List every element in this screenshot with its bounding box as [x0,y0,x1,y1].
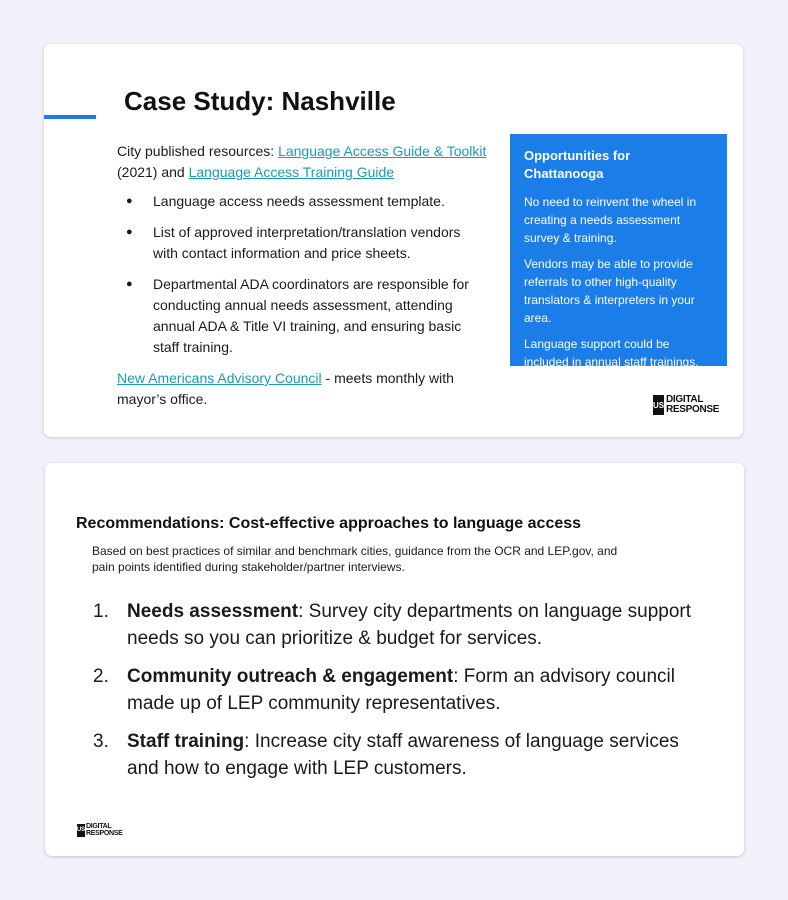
bullet-icon: ● [126,195,133,207]
recommendations-list [93,598,697,793]
bullet-text: List of approved interpretation/translation vendors with contact information and price sheets. [153,224,461,261]
new-americans-council-link[interactable]: New Americans Advisory Council [117,370,322,386]
logo-line1: DIGITAL [666,394,704,405]
resource-bullets [117,191,487,358]
item-text: : Form an advisory council made up of LEP community representatives. [127,666,675,714]
recommendations-title: Recommendations: Cost-effective approaches to language access [76,515,582,532]
logo-line2: RESPONSE [86,830,123,837]
case-study-body [117,141,487,410]
us-digital-response-logo [653,395,719,415]
recommendation-item [93,598,697,652]
logo-us-mark: US [653,395,664,415]
item-text: : Survey city departments on language support needs so you can prioritize & budget for services. [127,601,692,649]
bullet-item [117,222,487,264]
resources-paragraph [117,141,487,183]
bullet-text: Departmental ADA coordinators are responsible for conducting annual needs assessment, attending annual ADA & Title VI training, and ensuring basic staff training. [153,276,469,355]
bullet-text: Language access needs assessment template. [153,193,445,209]
us-digital-response-logo [77,823,123,837]
resources-middle: (2021) and [117,164,189,180]
item-number: 2. [93,666,109,687]
opportunity-item: Language support could be included in annual staff trainings. [524,337,699,369]
item-heading: Needs assessment [127,601,299,622]
opportunities-callout [510,134,727,369]
logo-us-mark: US [77,824,85,837]
item-heading: Staff training [127,731,245,752]
recommendation-item [93,728,697,782]
logo-line2: RESPONSE [666,404,720,415]
item-number: 1. [93,601,109,622]
logo-line1: DIGITAL [86,823,112,830]
bullet-icon: ● [126,226,133,238]
logo-wordmark [666,395,719,415]
opportunities-title: Opportunities for Chattanooga [524,148,631,181]
council-paragraph [117,368,487,410]
bullet-icon: ● [126,278,133,290]
recommendation-item [93,663,697,717]
language-access-training-guide-link[interactable]: Language Access Training Guide [188,164,395,180]
bullet-item [117,191,487,212]
slide-title: Case Study: Nashville [124,86,396,116]
bullet-item [117,274,487,358]
council-text: - meets monthly with mayor’s office. [117,370,454,407]
logo-wordmark [86,823,123,837]
recommendations-subtitle: Based on best practices of similar and benchmark cities, guidance from the OCR and LEP.gov, and pain points identified during stakeholder/partner interviews. [92,544,618,574]
language-access-guide-link[interactable]: Language Access Guide & Toolkit [278,143,487,159]
slide-recommendations [45,463,744,856]
slide-case-study [44,44,743,437]
item-text: : Increase city staff awareness of language services and how to engage with LEP customers. [127,731,679,779]
opportunity-item: Vendors may be able to provide referrals to other high-quality translators & interpreters in your area. [524,257,695,325]
opportunity-item: No need to reinvent the wheel in creating a needs assessment survey & training. [524,195,697,245]
title-accent-bar [44,115,96,119]
resources-prefix: City published resources: [117,143,279,159]
item-heading: Community outreach & engagement [127,666,454,687]
item-number: 3. [93,731,109,752]
